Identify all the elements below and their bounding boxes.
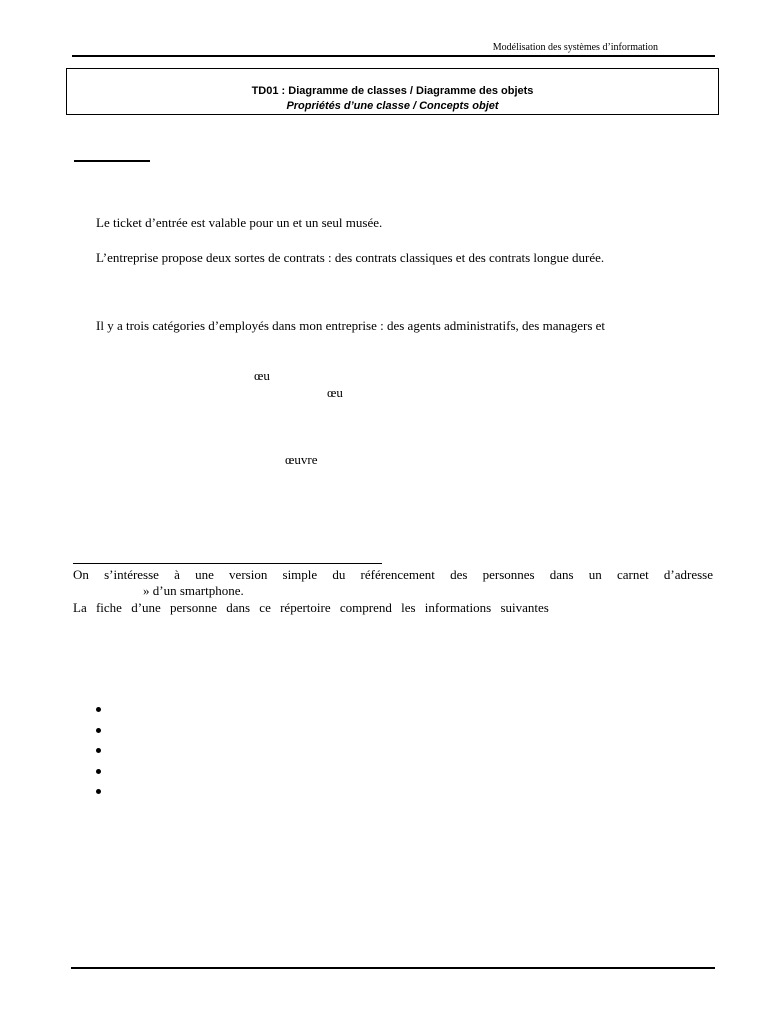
- section-heading-underline: [74, 160, 150, 162]
- body-line-ticket: Le ticket d’entrée est valable pour un et un seul musée.: [96, 215, 383, 230]
- header-caption: Modélisation des systèmes d’information: [492, 42, 658, 53]
- section-2-line-1-continuation: » d’un smartphone.: [143, 583, 244, 598]
- bullet-item-3: [96, 748, 104, 756]
- body-fragment-2: œu: [327, 385, 343, 400]
- body-line-contracts: L’entreprise propose deux sortes de contrats : des contrats classiques et des contrats longue durée.: [96, 250, 605, 265]
- body-fragment-1: œu: [254, 368, 270, 383]
- bullet-item-2: [96, 728, 104, 736]
- bullet-item-4: [96, 769, 104, 777]
- title-main: TD01 : Diagramme de classes / Diagramme des objets: [251, 85, 534, 97]
- body-line-employees: Il y a trois catégories d’employés dans mon entreprise : des agents administratifs, des managers et: [96, 318, 606, 333]
- footer-rule: [71, 967, 715, 969]
- section-2-line-2: La fiche d’une personne dans ce répertoire comprend les informations suivantes: [73, 600, 549, 615]
- body-fragment-3: œuvre: [285, 452, 318, 467]
- title-subtitle: Propriétés d’une classe / Concepts objet: [286, 100, 499, 112]
- header-rule: [72, 55, 715, 57]
- section-2-heading-underline: [73, 563, 382, 564]
- title-box: [66, 68, 719, 115]
- bullet-item-5: [96, 789, 104, 797]
- section-2-line-1: On s’intéresse à une version simple du référencement des personnes dans un carnet d’adresse: [73, 567, 713, 582]
- bullet-item-1: [96, 707, 104, 715]
